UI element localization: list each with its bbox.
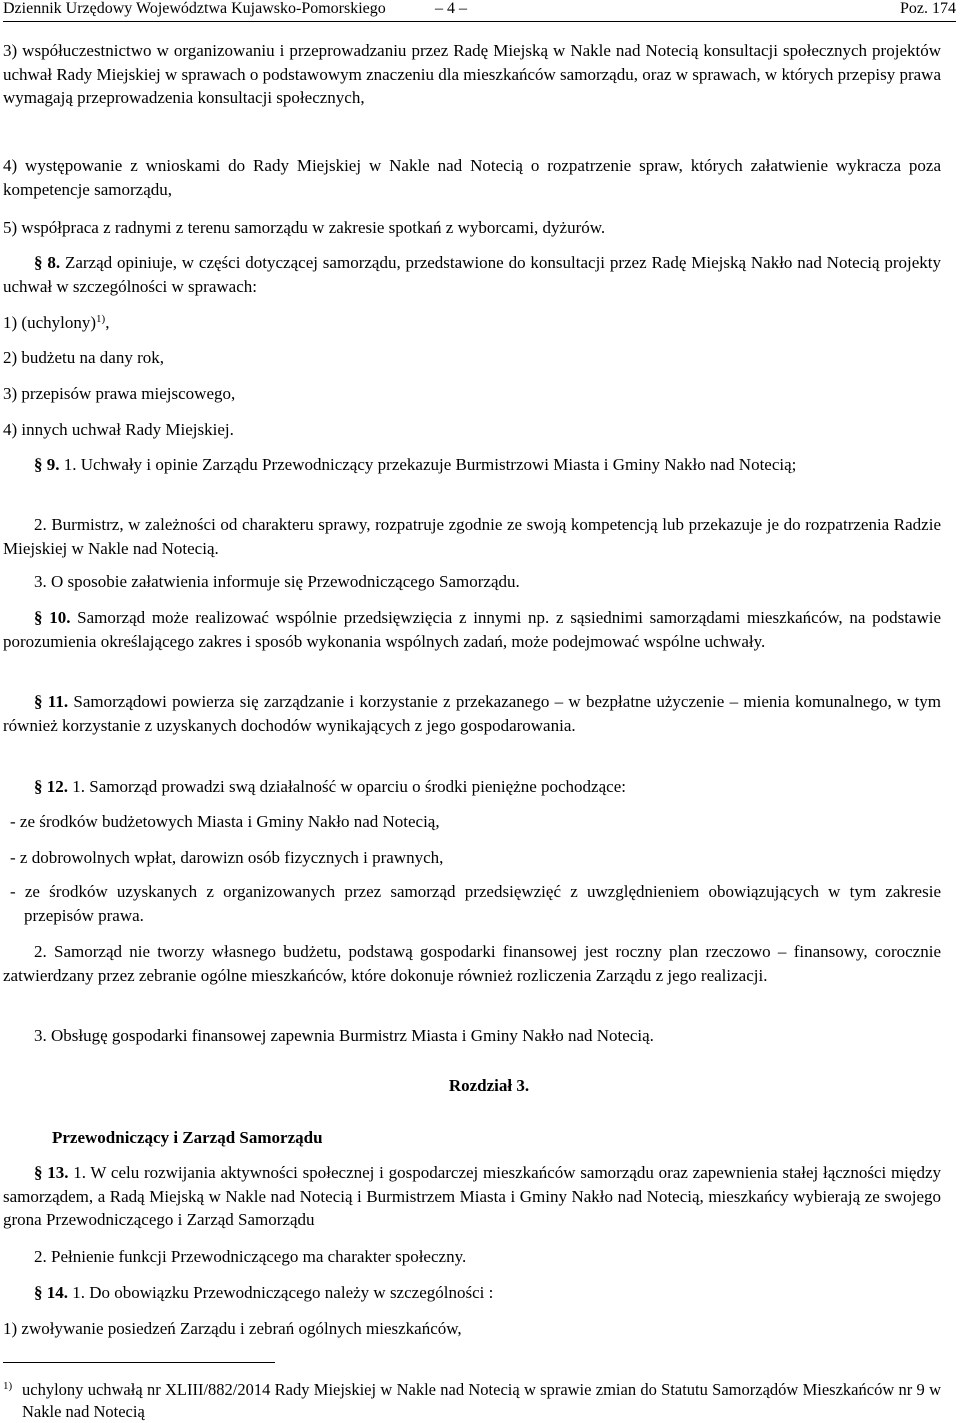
position-number: Poz. 174 xyxy=(900,0,956,17)
section-number: § 13. xyxy=(34,1163,69,1182)
footnote xyxy=(3,1379,941,1423)
paragraph-13 xyxy=(3,1161,941,1232)
paragraph-14 xyxy=(3,1281,941,1305)
list-item: - z dobrowolnych wpłat, darowizn osób fizycznych i prawnych, xyxy=(10,848,444,867)
list-item: 1) zwoływanie posiedzeń Zarządu i zebrań ogólnych mieszkańców, xyxy=(3,1319,462,1338)
list-item: 3) przepisów prawa miejscowego, xyxy=(3,384,236,403)
paragraph-12 xyxy=(3,775,941,799)
chapter-heading: Rozdział 3. xyxy=(448,1076,530,1095)
item-5: 5) współpraca z radnymi z terenu samorządu w zakresie spotkań z wyborcami, dyżurów. xyxy=(3,218,606,237)
section-number: § 14. xyxy=(34,1283,68,1302)
paragraph-text: 1. Samorząd prowadzi swą działalność w oparciu o środki pieniężne pochodzące: xyxy=(72,777,626,796)
paragraph-12-3: 3. Obsługę gospodarki finansowej zapewnia Burmistrz Miasta i Gminy Nakło nad Notecią. xyxy=(34,1026,654,1045)
paragraph-9 xyxy=(3,453,941,477)
footnote-text: uchylony uchwałą nr XLIII/882/2014 Rady Miejskiej w Nakle nad Notecią w sprawie zmian do Statutu Samorządów Mieszkańców nr 9 w Nakle nad Notecią xyxy=(22,1380,941,1421)
paragraph-text: 1. Uchwały i opinie Zarządu Przewodniczący przekazuje Burmistrzowi Miasta i Gminy Nakło nad Notecią; xyxy=(63,455,797,474)
paragraph-9-3: 3. O sposobie załatwienia informuje się Przewodniczącego Samorządu. xyxy=(34,572,520,591)
section-number: § 11. xyxy=(34,692,69,711)
paragraph-text: Zarząd opiniuje, w części dotyczącej samorządu, przedstawione do konsultacji przez Radę Miejską Nakło nad Notecią projekty uchwał w szczególności w sprawach: xyxy=(3,253,942,296)
page-number: – 4 – xyxy=(435,0,467,17)
list-item-punct: , xyxy=(105,313,110,332)
section-number: § 8. xyxy=(34,253,61,272)
paragraph-11 xyxy=(3,690,941,737)
journal-title: Dziennik Urzędowy Województwa Kujawsko-Pomorskiego xyxy=(3,0,386,17)
list-item-text: 1) (uchylony) xyxy=(3,313,97,332)
item-4: 4) występowanie z wnioskami do Rady Miejskiej w Nakle nad Notecią o rozpatrzenie spraw, których załatwienie wykracza poza kompetencje samorządu, xyxy=(3,156,941,199)
list-item: - ze środków budżetowych Miasta i Gminy Nakło nad Notecią, xyxy=(10,812,440,831)
footnote-ref[interactable]: 1) xyxy=(96,313,106,325)
paragraph-8 xyxy=(3,251,941,298)
paragraph-text: Samorząd może realizować wspólnie przedsięwzięcia z innymi np. z sąsiednimi samorządami mieszkańców, na podstawie porozumienia określającego zakres i sposób wykonania wspólnych zadań, może podejmować wspólne uchwały. xyxy=(3,608,942,651)
section-number: § 9. xyxy=(34,455,60,474)
page-header xyxy=(3,0,956,22)
list-item: 4) innych uchwał Rady Miejskiej. xyxy=(3,420,234,439)
paragraph-text: Samorządowi powierza się zarządzanie i korzystanie z przekazanego – w bezpłatne użyczenie – mienia komunalnego, w tym również korzystanie z uzyskanych dochodów wynikających z jego gospodarowania. xyxy=(3,692,942,735)
paragraph-text: 1. Do obowiązku Przewodniczącego należy w szczególności : xyxy=(72,1283,494,1302)
list-item xyxy=(3,311,941,335)
list-item: 2) budżetu na dany rok, xyxy=(3,348,164,367)
footnote-separator xyxy=(3,1362,275,1363)
section-number: § 10. xyxy=(34,608,71,627)
chapter-title: Przewodniczący i Zarząd Samorządu xyxy=(52,1128,323,1147)
paragraph-9-2: 2. Burmistrz, w zależności od charakteru sprawy, rozpatruje zgodnie ze swoją kompetencją lub przekazuje je do rozpatrzenia Radzie Miejskiej w Nakle nad Notecią. xyxy=(3,515,941,558)
list-item: - ze środków uzyskanych z organizowanych przez samorząd przedsięwzięć z uwzględnieniem obowiązujących w tym zakresie przepisów prawa. xyxy=(10,882,941,925)
paragraph-12-2: 2. Samorząd nie tworzy własnego budżetu, podstawą gospodarki finansowej jest roczny plan rzeczowo – finansowy, corocznie zatwierdzany przez zebranie ogólne mieszkańców, które dokonuje również rozliczenia Zarządu z jego realizacji. xyxy=(3,942,941,985)
paragraph-10 xyxy=(3,606,941,653)
section-number: § 12. xyxy=(34,777,68,796)
item-3: 3) współuczestnictwo w organizowaniu i przeprowadzaniu przez Radę Miejską w Nakle nad Notecią konsultacji społecznych projektów uchwał Rady Miejskiej w sprawach o podstawowym znaczeniu dla mieszkańców samorządu, oraz w sprawach, w których przepisy prawa wymagają przeprowadzenia konsultacji społecznych, xyxy=(3,41,941,107)
header-rule xyxy=(3,21,956,22)
paragraph-text: 1. W celu rozwijania aktywności społecznej i gospodarczej mieszkańców samorządu oraz zapewnienia stałej łączności między samorządem, a Radą Miejską w Nakle nad Notecią i Burmistrzem Miasta i Gminy Nakło nad Notecią, mieszkańcy wybierają ze swojego grona Przewodniczącego i Zarząd Samorządu xyxy=(3,1163,942,1229)
footnote-mark: 1) xyxy=(3,1380,13,1392)
paragraph-13-2: 2. Pełnienie funkcji Przewodniczącego ma charakter społeczny. xyxy=(34,1247,467,1266)
